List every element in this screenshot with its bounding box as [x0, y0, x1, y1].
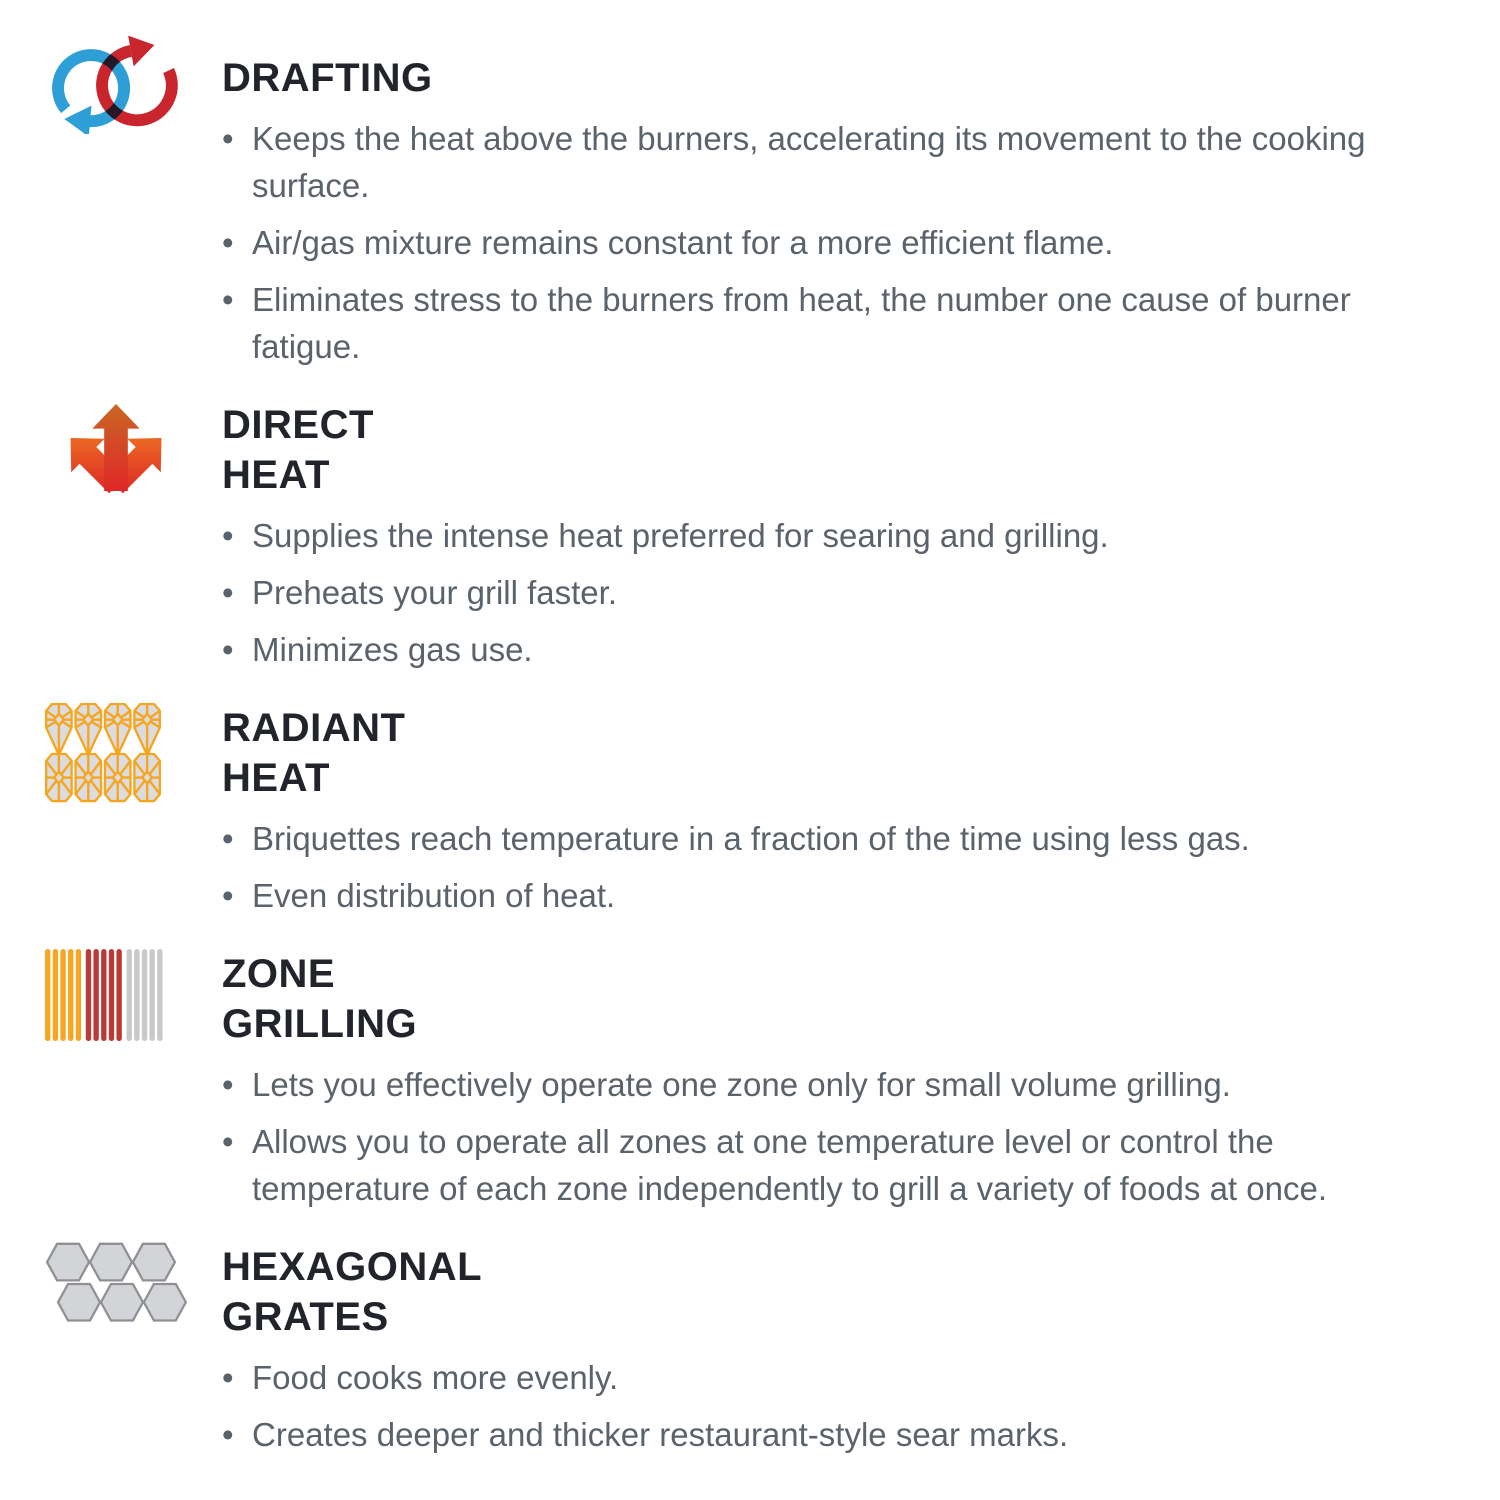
title-line: GRATES	[222, 1295, 389, 1339]
title-line: DIRECT	[222, 403, 374, 447]
feature-bullet: • Minimizes gas use.	[222, 626, 1422, 673]
feature-bullet: • Briquettes reach temperature in a fraction of the time using less gas.	[222, 815, 1422, 862]
section-content	[222, 33, 1430, 380]
section-title	[222, 703, 1430, 803]
radiant-heat-briquettes-icon	[45, 703, 161, 804]
title-line: HEXAGONAL	[222, 1245, 483, 1289]
feature-bullet: • Preheats your grill faster.	[222, 569, 1422, 616]
section-drafting	[45, 33, 1430, 380]
feature-bullet: • Keeps the heat above the burners, accelerating its movement to the cooking surface.	[222, 115, 1422, 209]
icon-column	[45, 703, 222, 804]
icon-column	[45, 1242, 222, 1326]
feature-bullet: • Allows you to operate all zones at one temperature level or control the temperature of each zone independently to grill a variety of foods at once.	[222, 1118, 1422, 1212]
section-direct-heat	[45, 400, 1430, 683]
section-zone-grilling	[45, 949, 1430, 1222]
feature-bullet: • Eliminates stress to the burners from heat, the number one cause of burner fatigue.	[222, 276, 1422, 370]
title-line: ZONE	[222, 952, 336, 996]
section-title	[222, 1242, 1430, 1342]
section-radiant-heat	[45, 703, 1430, 929]
section-content	[222, 949, 1430, 1222]
title-line: HEAT	[222, 453, 330, 497]
section-title	[222, 53, 1430, 103]
title-line: RADIANT	[222, 706, 406, 750]
direct-heat-arrows-icon	[45, 400, 187, 495]
feature-list	[222, 1061, 1430, 1212]
section-hexagonal-grates	[45, 1242, 1430, 1468]
feature-list	[222, 1354, 1430, 1458]
zone-grilling-stripes-icon	[45, 949, 163, 1041]
section-content	[222, 703, 1430, 929]
feature-list	[222, 815, 1430, 919]
icon-column	[45, 400, 222, 495]
feature-bullet: • Air/gas mixture remains constant for a more efficient flame.	[222, 219, 1422, 266]
feature-bullet: • Supplies the intense heat preferred for searing and grilling.	[222, 512, 1422, 559]
section-title	[222, 400, 1430, 500]
section-content	[222, 1242, 1430, 1468]
feature-bullet: • Creates deeper and thicker restaurant-style sear marks.	[222, 1411, 1422, 1458]
hexagonal-grates-icon	[45, 1242, 187, 1326]
section-title	[222, 949, 1430, 1049]
feature-bullet: • Food cooks more evenly.	[222, 1354, 1422, 1401]
drafting-cycle-icon	[45, 33, 183, 134]
title-line: HEAT	[222, 756, 330, 800]
feature-list	[222, 512, 1430, 673]
feature-list	[222, 115, 1430, 370]
title-line: GRILLING	[222, 1002, 418, 1046]
icon-column	[45, 949, 222, 1041]
icon-column	[45, 33, 222, 134]
section-content	[222, 400, 1430, 683]
feature-bullet: • Even distribution of heat.	[222, 872, 1422, 919]
feature-bullet: • Lets you effectively operate one zone only for small volume grilling.	[222, 1061, 1422, 1108]
title-line: DRAFTING	[222, 56, 433, 100]
